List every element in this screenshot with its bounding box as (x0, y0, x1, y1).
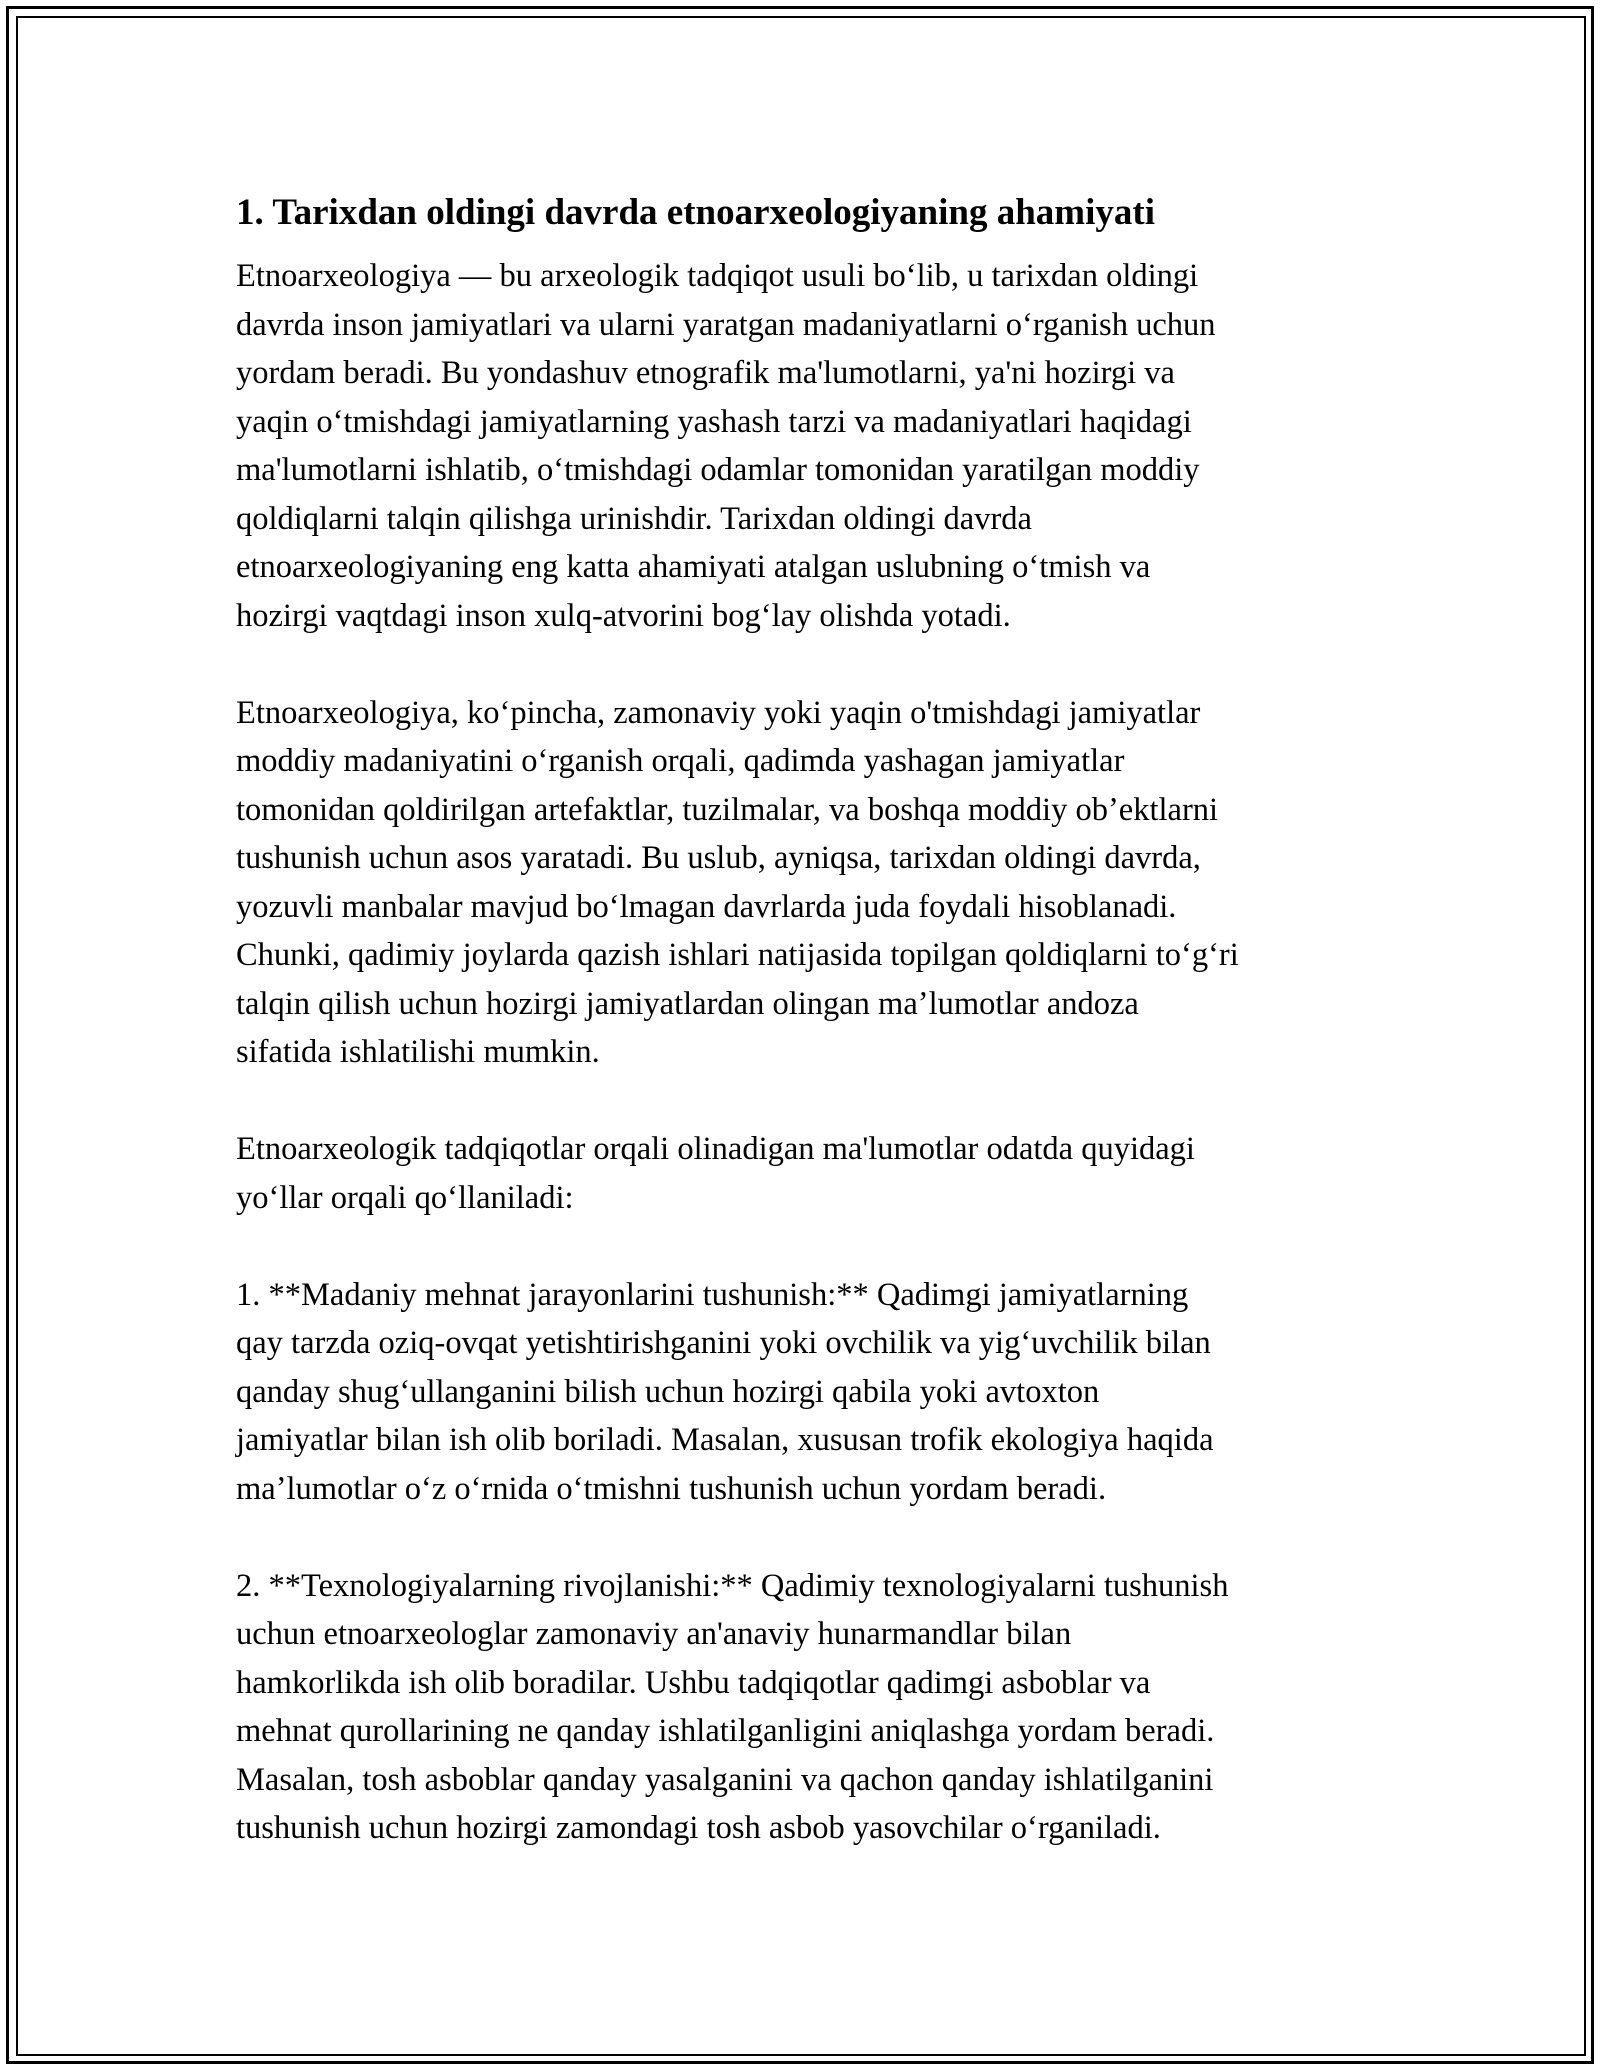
document-body (236, 188, 1386, 1853)
paragraph-intro: Etnoarxeologiya — bu arxeologik tadqiqot usuli boʻlib, u tarixdan oldingi davrda inson jamiyatlari va ularni yaratgan madaniyatlarni oʻrganish uchun yordam beradi. Bu yondashuv etnografik ma'lumotlarni, ya'ni hozirgi va yaqin oʻtmishdagi jamiyatlarning yashash tarzi va madaniyatlari haqidagi ma'lumotlarni ishlatib, oʻtmishdagi odamlar tomonidan yaratilgan moddiy qoldiqlarni talqin qilishga urinishdir. Tarixdan oldingi davrda etnoarxeologiyaning eng katta ahamiyati atalgan uslubning oʻtmish va hozirgi vaqtdagi inson xulq-atvorini bogʻlay olishda yotadi. (236, 258, 1216, 634)
paragraph-applications-lead: Etnoarxeologik tadqiqotlar orqali olinadigan ma'lumotlar odatda quyidagi yoʻllar orqali qoʻllaniladi: (236, 1131, 1195, 1216)
section-heading: 1. Tarixdan oldingi davrda etnoarxeologiyaning ahamiyati (236, 192, 1155, 233)
paragraph-foundation: Etnoarxeologiya, koʻpincha, zamonaviy yoki yaqin o'tmishdagi jamiyatlar moddiy madaniyatini oʻrganish orqali, qadimda yashagan jamiyatlar tomonidan qoldirilgan artefaktlar, tuzilmalar, va boshqa moddiy obʼektlarni tushunish uchun asos yaratadi. Bu uslub, ayniqsa, tarixdan oldingi davrda, yozuvli manbalar mavjud boʻlmagan davrlarda juda foydali hisoblanadi. Chunki, qadimiy joylarda qazish ishlari natijasida topilgan qoldiqlarni toʻgʻri talqin qilish uchun hozirgi jamiyatlardan olingan maʼlumotlar andoza sifatida ishlatilishi mumkin. (236, 694, 1239, 1070)
list-item-1: 1. **Madaniy mehnat jarayonlarini tushunish:** Qadimgi jamiyatlarning qay tarzda oziq-ovqat yetishtirishganini yoki ovchilik va yigʻuvchilik bilan qanday shugʻullanganini bilish uchun hozirgi qabila yoki avtoxton jamiyatlar bilan ish olib boriladi. Masalan, xususan trofik ekologiya haqida maʼlumotlar oʻz oʻrnida oʻtmishni tushunish uchun yordam beradi. (236, 1276, 1214, 1507)
list-item-2: 2. **Texnologiyalarning rivojlanishi:** Qadimiy texnologiyalarni tushunish uchun etnoarxeologlar zamonaviy an'anaviy hunarmandlar bilan hamkorlikda ish olib boradilar. Ushbu tadqiqotlar qadimgi asboblar va mehnat qurollarining ne qanday ishlatilganligini aniqlashga yordam beradi. Masalan, tosh asboblar qanday yasalganini va qachon qanday ishlatilganini tushunish uchun hozirgi zamondagi tosh asbob yasovchilar oʻrganiladi. (236, 1567, 1229, 1846)
